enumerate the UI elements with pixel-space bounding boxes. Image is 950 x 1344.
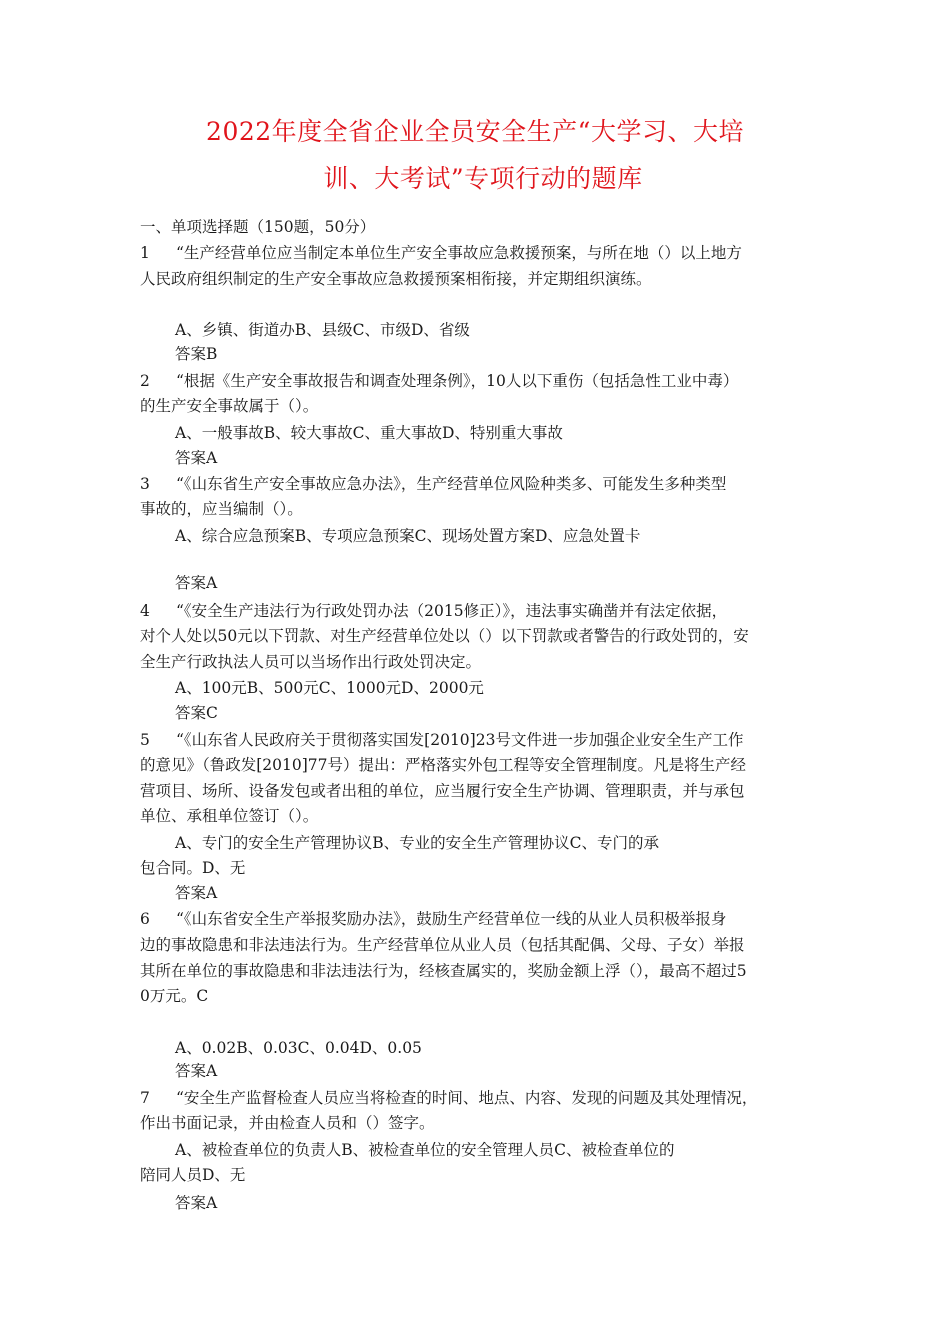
- question-text: “生产经营单位应当制定本单位生产安全事故应急救援预案，与所在地（）以上地方: [176, 244, 742, 262]
- question-number: 5: [140, 731, 150, 749]
- question-number: 3: [140, 475, 150, 493]
- question-number: 7: [140, 1089, 150, 1107]
- question-5-line-2: 的意见》（鲁政发[2010]77号）提出：严格落实外包工程等安全管理制度。凡是将生产经: [140, 756, 747, 774]
- question-text: “《山东省生产安全事故应急办法》，生产经营单位风险种类多、可能发生多种类型: [176, 475, 727, 493]
- question-number: 4: [140, 602, 150, 620]
- document-title-line-2: 训、大考试”专项行动的题库: [323, 164, 643, 193]
- question-4-answer: 答案C: [175, 704, 218, 722]
- question-7-line-2: 作出书面记录，并由检查人员和（）签字。: [140, 1114, 435, 1132]
- question-3-options: A、综合应急预案B、专项应急预案C、现场处置方案D、应急处置卡: [175, 527, 641, 545]
- section-heading: 一、单项选择题（150题，50分）: [140, 218, 376, 236]
- question-4-options: A、100元B、500元C、1000元D、2000元: [175, 679, 484, 697]
- question-5-answer: 答案A: [175, 884, 218, 902]
- question-text: “《山东省安全生产举报奖励办法》，鼓励生产经营单位一线的从业人员积极举报身: [176, 910, 727, 928]
- question-7-options-line-2: 陪同人员D、无: [140, 1166, 246, 1184]
- question-6-line-4: 0万元。C: [140, 987, 209, 1005]
- document-title-line-1: 2022年度全省企业全员安全生产“大学习、大培: [206, 117, 744, 146]
- question-4-line-1: [140, 601, 727, 621]
- question-3-answer: 答案A: [175, 574, 218, 592]
- question-number: 6: [140, 910, 150, 928]
- question-2-answer: 答案A: [175, 449, 218, 467]
- question-text: “根据《生产安全事故报告和调查处理条例》，10人以下重伤（包括急性工业中毒）: [176, 372, 739, 390]
- question-1-options: A、乡镇、街道办B、县级C、市级D、省级: [175, 321, 470, 339]
- question-number: 2: [140, 372, 150, 390]
- question-5-line-3: 营项目、场所、设备发包或者出租的单位，应当履行安全生产协调、管理职责，并与承包: [140, 782, 745, 800]
- question-7-line-1: [140, 1088, 757, 1108]
- question-6-answer: 答案A: [175, 1062, 218, 1080]
- question-6-line-1: [140, 909, 726, 929]
- question-text: “《安全生产违法行为行政处罚办法（2015修正）》，违法事实确凿并有法定依据，: [176, 602, 728, 620]
- question-text: “安全生产监督检查人员应当将检查的时间、地点、内容、发现的问题及其处理情况，: [176, 1089, 758, 1107]
- question-6-line-2: 边的事故隐患和非法违法行为。生产经营单位从业人员（包括其配偶、父母、子女）举报: [140, 936, 745, 954]
- question-1-line-1: [140, 243, 742, 263]
- question-5-line-1: [140, 730, 743, 750]
- question-5-options-line-2: 包合同。D、无: [140, 859, 246, 877]
- question-7-options-line-1: A、被检查单位的负责人B、被检查单位的安全管理人员C、被检查单位的: [175, 1141, 675, 1159]
- question-5-line-4: 单位、承租单位签订（）。: [140, 807, 319, 825]
- question-4-line-2: 对个人处以50元以下罚款、对生产经营单位处以（）以下罚款或者警告的行政处罚的，安: [140, 627, 749, 645]
- question-1-line-2: 人民政府组织制定的生产安全事故应急救援预案相衔接，并定期组织演练。: [140, 270, 652, 288]
- question-2-line-1: [140, 371, 738, 391]
- question-4-line-3: 全生产行政执法人员可以当场作出行政处罚决定。: [140, 653, 482, 671]
- question-1-answer: 答案B: [175, 345, 218, 363]
- question-2-line-2: 的生产安全事故属于（）。: [140, 397, 319, 415]
- question-3-line-2: 事故的，应当编制（）。: [140, 500, 303, 518]
- question-5-options-line-1: A、专门的安全生产管理协议B、专业的安全生产管理协议C、专门的承: [175, 834, 659, 852]
- question-3-line-1: [140, 474, 726, 494]
- question-6-options: A、0.02B、0.03C、0.04D、0.05: [175, 1039, 422, 1057]
- question-7-answer: 答案A: [175, 1194, 218, 1212]
- question-6-line-3: 其所在单位的事故隐患和非法违法行为，经核查属实的，奖励金额上浮（），最高不超过5: [140, 962, 747, 980]
- question-2-options: A、一般事故B、较大事故C、重大事故D、特别重大事故: [175, 424, 563, 442]
- question-number: 1: [140, 244, 150, 262]
- question-text: “《山东省人民政府关于贯彻落实国发[2010]23号文件进一步加强企业安全生产工作: [176, 731, 744, 749]
